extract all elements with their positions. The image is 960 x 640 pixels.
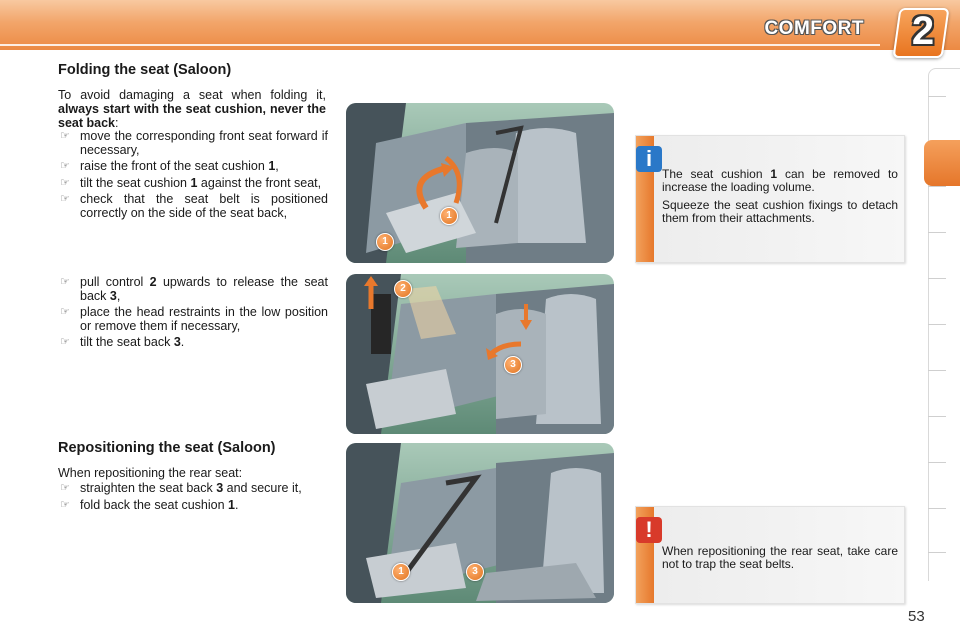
folding-steps-list-2 — [58, 276, 328, 353]
list-item: ☞ fold back the seat cushion 1. — [60, 497, 239, 512]
tab-divider — [928, 370, 946, 371]
warning-note-text: When repositioning the rear seat, take care not to trap the seat belts. — [662, 544, 898, 571]
tab-divider — [928, 416, 946, 417]
tab-divider — [928, 508, 946, 509]
warning-note-box — [635, 506, 905, 604]
info-note-box — [635, 135, 905, 263]
pointer-hand-icon: ☞ — [60, 193, 70, 205]
list-item: ☞ raise the front of the seat cushion 1, — [60, 159, 279, 173]
car-interior-illustration — [346, 274, 614, 434]
pointer-hand-icon: ☞ — [60, 482, 70, 494]
figure-seat-repositioned — [346, 443, 614, 603]
tab-divider — [928, 96, 946, 97]
list-item: ☞ move the corresponding front seat forward if necessary, — [60, 129, 328, 157]
tab-divider — [928, 552, 946, 553]
list-item: ☞ straighten the seat back 3 and secure it, — [60, 481, 302, 495]
pointer-hand-icon: ☞ — [60, 160, 70, 172]
info-icon: i — [636, 146, 662, 172]
list-item: ☞ place the head restraints in the low position or remove them if necessary, — [60, 305, 328, 333]
info-note-text: The seat cushion 1 can be removed to increase the loading volume. Squeeze the seat cushion fixings to detach them from their attachments. — [662, 167, 898, 225]
pointer-hand-icon: ☞ — [60, 276, 70, 288]
list-item: ☞ check that the seat belt is positioned correctly on the side of the seat back, — [60, 192, 328, 220]
active-chapter-tab[interactable] — [924, 140, 960, 186]
figure-seat-cushion-raised — [346, 103, 614, 263]
list-item: ☞ pull control 2 upwards to release the seat back 3, — [60, 275, 328, 303]
header-divider — [0, 44, 880, 46]
tab-divider — [928, 186, 946, 187]
list-item: ☞ tilt the seat back 3. — [60, 335, 185, 349]
pointer-hand-icon: ☞ — [60, 176, 70, 189]
chapter-number: 2 — [911, 9, 935, 53]
tab-divider — [928, 324, 946, 325]
chapter-title: COMFORT — [764, 18, 864, 39]
figure-seat-back-release — [346, 274, 614, 434]
callout-marker: 3 — [504, 356, 522, 374]
tab-divider — [928, 232, 946, 233]
tab-divider — [928, 278, 946, 279]
pointer-hand-icon: ☞ — [60, 130, 70, 142]
pointer-hand-icon: ☞ — [60, 306, 70, 318]
callout-marker: 1 — [392, 563, 410, 581]
tab-divider — [928, 462, 946, 463]
page-number: 53 — [908, 608, 925, 625]
folding-steps-list — [58, 130, 328, 223]
pointer-hand-icon: ☞ — [60, 498, 70, 511]
repositioning-steps-list — [58, 482, 328, 515]
section-title-folding: Folding the seat (Saloon) — [58, 62, 232, 78]
repositioning-intro: When repositioning the rear seat: — [58, 466, 243, 480]
pointer-hand-icon: ☞ — [60, 336, 70, 348]
folding-intro: To avoid damaging a seat when folding it, always start with the seat cushion, never the seat back: — [58, 88, 326, 130]
warning-exclamation-icon: ! — [636, 517, 662, 543]
section-title-repositioning: Repositioning the seat (Saloon) — [58, 440, 276, 456]
callout-marker: 2 — [394, 280, 412, 298]
callout-marker: 1 — [376, 233, 394, 251]
callout-marker: 1 — [440, 207, 458, 225]
list-item: ☞ tilt the seat cushion 1 against the front seat, — [60, 175, 322, 190]
callout-marker: 3 — [466, 563, 484, 581]
